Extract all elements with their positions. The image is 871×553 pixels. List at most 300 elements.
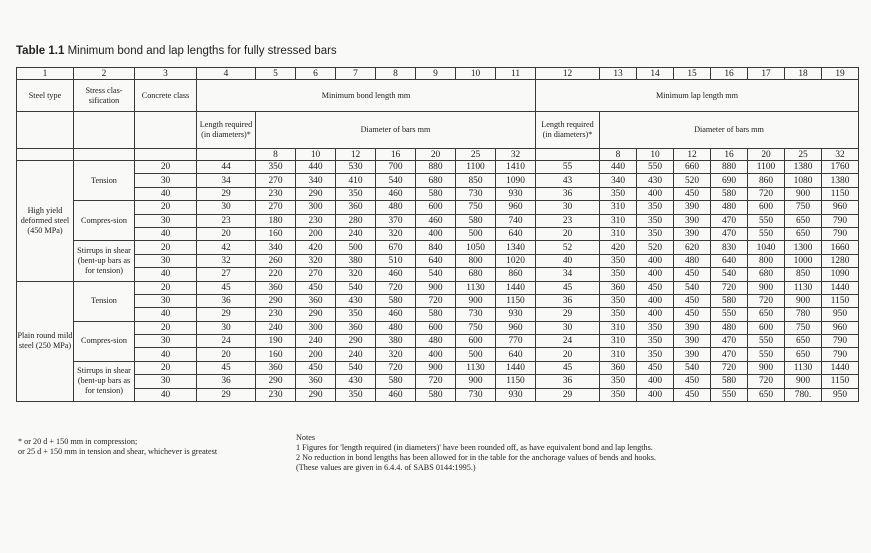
table-cell: 780 [785, 308, 822, 321]
table-cell: 550 [711, 308, 748, 321]
table-cell: 960 [822, 321, 859, 334]
table-cell: 280 [336, 214, 376, 227]
table-cell: 450 [674, 388, 711, 401]
blank-header-cell [17, 149, 74, 161]
note-item: 1 Figures for 'length required (in diameters)' have been rounded off, as have equivalent bond and lap lengths. [296, 443, 653, 452]
blank-header-cell [74, 112, 135, 149]
table-cell: 1090 [496, 174, 536, 187]
table-cell: 430 [637, 174, 674, 187]
table-cell: 400 [637, 388, 674, 401]
note-item: 2 No reduction in bond lengths has been allowed for in the table for the anchorage values of bends and hooks. [296, 453, 656, 462]
table-cell: 190 [256, 335, 296, 348]
table-cell: 30 [197, 321, 256, 334]
table-cell: 220 [256, 268, 296, 281]
table-cell: 200 [296, 227, 336, 240]
table-cell: 24 [536, 335, 600, 348]
table-cell: 290 [256, 294, 296, 307]
table-cell: 900 [748, 281, 785, 294]
table-cell: 420 [600, 241, 637, 254]
table-row [17, 268, 859, 281]
bar-diameter-cell: 32 [822, 149, 859, 161]
table-cell: 30 [135, 214, 197, 227]
stress-classification-cell: Tension [74, 281, 135, 321]
table-cell: 450 [674, 187, 711, 200]
table-cell: 690 [711, 174, 748, 187]
table-cell: 400 [637, 375, 674, 388]
table-cell: 34 [536, 268, 600, 281]
bar-diameter-cell: 12 [336, 149, 376, 161]
table-cell: 550 [748, 335, 785, 348]
column-number-cell: 10 [456, 68, 496, 80]
table-cell: 240 [336, 227, 376, 240]
table-cell: 400 [416, 348, 456, 361]
table-cell: 360 [256, 281, 296, 294]
table-cell: 1440 [496, 361, 536, 374]
table-cell: 1150 [822, 375, 859, 388]
bar-diameter-cell: 25 [785, 149, 822, 161]
table-cell: 470 [711, 348, 748, 361]
table-cell: 900 [456, 294, 496, 307]
table-cell: 200 [296, 348, 336, 361]
table-cell: 240 [296, 335, 336, 348]
table-cell: 260 [256, 254, 296, 267]
table-cell: 350 [637, 201, 674, 214]
table-cell: 30 [536, 201, 600, 214]
table-cell: 640 [416, 254, 456, 267]
table-row [17, 174, 859, 187]
table-cell: 460 [376, 187, 416, 200]
table-cell: 390 [674, 214, 711, 227]
table-cell: 1380 [785, 161, 822, 174]
table-cell: 34 [197, 174, 256, 187]
table-cell: 45 [536, 281, 600, 294]
stress-classification-cell: Stirrups in shear (bent-up bars as for tension) [74, 361, 135, 401]
table-cell: 1760 [822, 161, 859, 174]
table-cell: 160 [256, 227, 296, 240]
table-cell: 1100 [748, 161, 785, 174]
table-cell: 30 [197, 201, 256, 214]
header-row-1 [17, 80, 859, 112]
table-cell: 950 [822, 388, 859, 401]
min-bond-length-header: Minimum bond length mm [197, 80, 536, 112]
table-cell: 240 [256, 321, 296, 334]
notes-heading: Notes [296, 433, 316, 442]
table-cell: 450 [674, 375, 711, 388]
table-cell: 360 [296, 375, 336, 388]
blank-header-cell [17, 112, 74, 149]
lap-length-required-header: Length required (in diameters)* [536, 112, 600, 149]
table-cell: 1150 [822, 187, 859, 200]
table-cell: 450 [674, 308, 711, 321]
table-row [17, 388, 859, 401]
column-number-cell: 5 [256, 68, 296, 80]
table-cell: 29 [536, 308, 600, 321]
table-cell: 230 [256, 388, 296, 401]
table-cell: 450 [674, 294, 711, 307]
table-cell: 1280 [822, 254, 859, 267]
bar-diameter-cell: 10 [296, 149, 336, 161]
table-cell: 350 [600, 187, 637, 200]
table-cell: 1050 [456, 241, 496, 254]
table-cell: 720 [376, 361, 416, 374]
table-cell: 290 [296, 187, 336, 200]
table-cell: 29 [197, 388, 256, 401]
table-title-label: Table 1.1 [16, 45, 65, 57]
table-cell: 400 [637, 187, 674, 200]
table-cell: 930 [496, 388, 536, 401]
table-cell: 600 [748, 201, 785, 214]
table-cell: 440 [600, 161, 637, 174]
table-cell: 470 [711, 227, 748, 240]
table-cell: 1150 [822, 294, 859, 307]
table-cell: 20 [135, 241, 197, 254]
table-cell: 1340 [496, 241, 536, 254]
table-cell: 1150 [496, 375, 536, 388]
table-cell: 520 [674, 174, 711, 187]
table-cell: 470 [711, 335, 748, 348]
table-cell: 350 [600, 308, 637, 321]
table-cell: 840 [416, 241, 456, 254]
table-cell: 320 [336, 268, 376, 281]
table-cell: 650 [748, 388, 785, 401]
table-cell: 540 [416, 268, 456, 281]
table-cell: 720 [416, 294, 456, 307]
table-cell: 520 [637, 241, 674, 254]
stress-classification-header: Stress clas-sification [74, 80, 135, 112]
table-cell: 540 [376, 174, 416, 187]
table-cell: 27 [197, 268, 256, 281]
bar-diameter-cell: 20 [416, 149, 456, 161]
table-cell: 830 [711, 241, 748, 254]
footnote-line: * or 20 d + 150 mm in compression; [18, 437, 138, 446]
column-number-cell: 14 [637, 68, 674, 80]
table-cell: 20 [197, 348, 256, 361]
table-row [17, 161, 859, 174]
bar-diameter-cell: 10 [637, 149, 674, 161]
table-cell: 390 [674, 348, 711, 361]
table-cell: 230 [296, 214, 336, 227]
footnote-line: or 25 d + 150 mm in tension and shear, whichever is greatest [18, 447, 218, 456]
table-cell: 480 [376, 321, 416, 334]
bar-diameter-row [17, 149, 859, 161]
table-cell: 400 [637, 268, 674, 281]
table-cell: 360 [296, 294, 336, 307]
table-cell: 40 [135, 308, 197, 321]
table-cell: 900 [748, 361, 785, 374]
column-number-cell: 19 [822, 68, 859, 80]
table-cell: 930 [496, 308, 536, 321]
table-cell: 350 [637, 335, 674, 348]
table-cell: 20 [135, 281, 197, 294]
table-cell: 350 [637, 227, 674, 240]
table-cell: 1020 [496, 254, 536, 267]
column-number-row [17, 68, 859, 80]
table-cell: 52 [536, 241, 600, 254]
table-cell: 720 [376, 281, 416, 294]
table-cell: 30 [135, 254, 197, 267]
table-cell: 310 [600, 335, 637, 348]
stress-classification-cell: Tension [74, 161, 135, 201]
table-cell: 40 [135, 227, 197, 240]
table-cell: 180 [256, 214, 296, 227]
table-cell: 20 [135, 361, 197, 374]
table-cell: 320 [296, 254, 336, 267]
table-cell: 290 [336, 335, 376, 348]
column-number-cell: 12 [536, 68, 600, 80]
table-cell: 36 [197, 294, 256, 307]
table-cell: 20 [536, 227, 600, 240]
table-row [17, 254, 859, 267]
table-row [17, 281, 859, 294]
table-row [17, 321, 859, 334]
table-cell: 350 [637, 321, 674, 334]
table-cell: 550 [711, 388, 748, 401]
table-cell: 400 [416, 227, 456, 240]
table-row [17, 294, 859, 307]
table-cell: 1440 [822, 361, 859, 374]
table-cell: 450 [296, 281, 336, 294]
table-cell: 720 [416, 375, 456, 388]
notes-block [296, 433, 656, 473]
table-cell: 580 [376, 375, 416, 388]
table-cell: 750 [785, 321, 822, 334]
table-cell: 540 [711, 268, 748, 281]
table-cell: 1660 [822, 241, 859, 254]
table-row [17, 227, 859, 240]
table-cell: 23 [536, 214, 600, 227]
table-cell: 1100 [456, 161, 496, 174]
table-cell: 700 [376, 161, 416, 174]
table-cell: 580 [376, 294, 416, 307]
column-number-cell: 11 [496, 68, 536, 80]
table-cell: 1130 [785, 281, 822, 294]
table-cell: 770 [496, 335, 536, 348]
table-cell: 750 [456, 201, 496, 214]
table-cell: 310 [600, 348, 637, 361]
table-cell: 740 [496, 214, 536, 227]
table-cell: 290 [256, 375, 296, 388]
table-cell: 390 [674, 227, 711, 240]
table-cell: 20 [536, 348, 600, 361]
table-cell: 800 [748, 254, 785, 267]
stress-classification-cell: Stirrups in shear (bent-up bars as for tension) [74, 241, 135, 281]
table-row [17, 375, 859, 388]
table-cell: 310 [600, 227, 637, 240]
table-cell: 400 [637, 254, 674, 267]
blank-header-cell [135, 149, 197, 161]
table-cell: 230 [256, 187, 296, 200]
bar-diameter-cell: 8 [600, 149, 637, 161]
steel-type-cell: High yield deformed steel (450 MPa) [17, 161, 74, 282]
table-cell: 24 [197, 335, 256, 348]
table-cell: 720 [711, 361, 748, 374]
bar-diameter-cell: 32 [496, 149, 536, 161]
steel-type-cell: Plain round mild steel (250 MPa) [17, 281, 74, 402]
table-cell: 350 [256, 161, 296, 174]
table-cell: 340 [600, 174, 637, 187]
table-cell: 480 [711, 201, 748, 214]
table-cell: 900 [785, 294, 822, 307]
table-cell: 540 [674, 361, 711, 374]
table-cell: 40 [135, 388, 197, 401]
table-title [16, 45, 337, 57]
table-cell: 29 [197, 308, 256, 321]
header-row-2 [17, 112, 859, 149]
blank-header-cell [135, 112, 197, 149]
table-title-text: Minimum bond and lap lengths for fully stressed bars [67, 45, 337, 57]
table-cell: 730 [456, 187, 496, 200]
table-cell: 45 [536, 361, 600, 374]
table-cell: 1150 [496, 294, 536, 307]
table-cell: 790 [822, 335, 859, 348]
table-cell: 900 [416, 361, 456, 374]
table-cell: 310 [600, 321, 637, 334]
table-cell: 500 [336, 241, 376, 254]
table-cell: 350 [336, 388, 376, 401]
table-cell: 390 [674, 321, 711, 334]
table-cell: 20 [135, 201, 197, 214]
table-cell: 36 [197, 375, 256, 388]
table-cell: 430 [336, 294, 376, 307]
table-cell: 300 [296, 321, 336, 334]
table-cell: 20 [197, 227, 256, 240]
table-cell: 380 [376, 335, 416, 348]
column-number-cell: 2 [74, 68, 135, 80]
table-cell: 600 [748, 321, 785, 334]
table-cell: 720 [748, 375, 785, 388]
column-number-cell: 17 [748, 68, 785, 80]
table-cell: 670 [376, 241, 416, 254]
column-number-cell: 8 [376, 68, 416, 80]
table-cell: 720 [748, 187, 785, 200]
table-cell: 1300 [785, 241, 822, 254]
table-cell: 580 [711, 375, 748, 388]
table-cell: 620 [674, 241, 711, 254]
steel-type-header: Steel type [17, 80, 74, 112]
table-cell: 550 [748, 227, 785, 240]
table-cell: 800 [456, 254, 496, 267]
table-cell: 290 [296, 388, 336, 401]
table-cell: 580 [711, 187, 748, 200]
table-cell: 370 [376, 214, 416, 227]
table-cell: 450 [296, 361, 336, 374]
table-cell: 780. [785, 388, 822, 401]
table-cell: 750 [785, 201, 822, 214]
table-cell: 270 [296, 268, 336, 281]
table-cell: 30 [536, 321, 600, 334]
table-cell: 450 [674, 268, 711, 281]
table-cell: 510 [376, 254, 416, 267]
table-cell: 45 [197, 361, 256, 374]
table-cell: 530 [336, 161, 376, 174]
blank-header-cell [197, 149, 256, 161]
table-cell: 680 [456, 268, 496, 281]
table-cell: 650 [785, 335, 822, 348]
table-cell: 420 [296, 241, 336, 254]
column-number-cell: 6 [296, 68, 336, 80]
table-cell: 380 [336, 254, 376, 267]
table-cell: 960 [822, 201, 859, 214]
table-cell: 1410 [496, 161, 536, 174]
table-cell: 960 [496, 201, 536, 214]
table-cell: 850 [785, 268, 822, 281]
table-cell: 1440 [822, 281, 859, 294]
table-cell: 30 [135, 294, 197, 307]
table-cell: 1130 [456, 361, 496, 374]
table-cell: 36 [536, 375, 600, 388]
column-number-cell: 4 [197, 68, 256, 80]
table-cell: 480 [416, 335, 456, 348]
lap-diameter-header: Diameter of bars mm [600, 112, 859, 149]
table-cell: 880 [416, 161, 456, 174]
bond-lap-table [16, 67, 859, 402]
table-cell: 540 [336, 361, 376, 374]
bar-diameter-cell: 16 [711, 149, 748, 161]
table-cell: 680 [748, 268, 785, 281]
table-cell: 390 [674, 201, 711, 214]
table-cell: 350 [600, 254, 637, 267]
table-cell: 850 [456, 174, 496, 187]
bar-diameter-cell: 20 [748, 149, 785, 161]
bar-diameter-cell: 25 [456, 149, 496, 161]
footnote [18, 437, 217, 457]
table-cell: 650 [785, 227, 822, 240]
table-cell: 640 [496, 348, 536, 361]
table-cell: 460 [376, 388, 416, 401]
table-cell: 350 [600, 268, 637, 281]
table-row [17, 241, 859, 254]
blank-header-cell [536, 149, 600, 161]
table-row [17, 187, 859, 200]
table-row [17, 335, 859, 348]
table-cell: 40 [135, 187, 197, 200]
table-cell: 460 [416, 214, 456, 227]
table-row [17, 308, 859, 321]
table-cell: 470 [711, 214, 748, 227]
table-cell: 640 [496, 227, 536, 240]
table-cell: 900 [456, 375, 496, 388]
table-cell: 650 [748, 308, 785, 321]
table-cell: 480 [711, 321, 748, 334]
column-number-cell: 13 [600, 68, 637, 80]
column-number-cell: 16 [711, 68, 748, 80]
table-cell: 23 [197, 214, 256, 227]
table-cell: 230 [256, 308, 296, 321]
table-cell: 350 [637, 348, 674, 361]
table-cell: 600 [416, 321, 456, 334]
bar-diameter-cell: 8 [256, 149, 296, 161]
table-cell: 550 [748, 348, 785, 361]
table-cell: 750 [456, 321, 496, 334]
table-cell: 730 [456, 388, 496, 401]
table-cell: 860 [496, 268, 536, 281]
table-cell: 460 [376, 308, 416, 321]
table-cell: 1130 [456, 281, 496, 294]
bar-diameter-cell: 12 [674, 149, 711, 161]
table-cell: 540 [336, 281, 376, 294]
table-cell: 650 [785, 348, 822, 361]
column-number-cell: 7 [336, 68, 376, 80]
table-cell: 350 [600, 388, 637, 401]
concrete-class-header: Concrete class [135, 80, 197, 112]
table-cell: 790 [822, 214, 859, 227]
table-cell: 45 [197, 281, 256, 294]
table-cell: 300 [296, 201, 336, 214]
blank-header-cell [74, 149, 135, 161]
table-cell: 790 [822, 348, 859, 361]
table-cell: 350 [637, 214, 674, 227]
table-cell: 36 [536, 294, 600, 307]
